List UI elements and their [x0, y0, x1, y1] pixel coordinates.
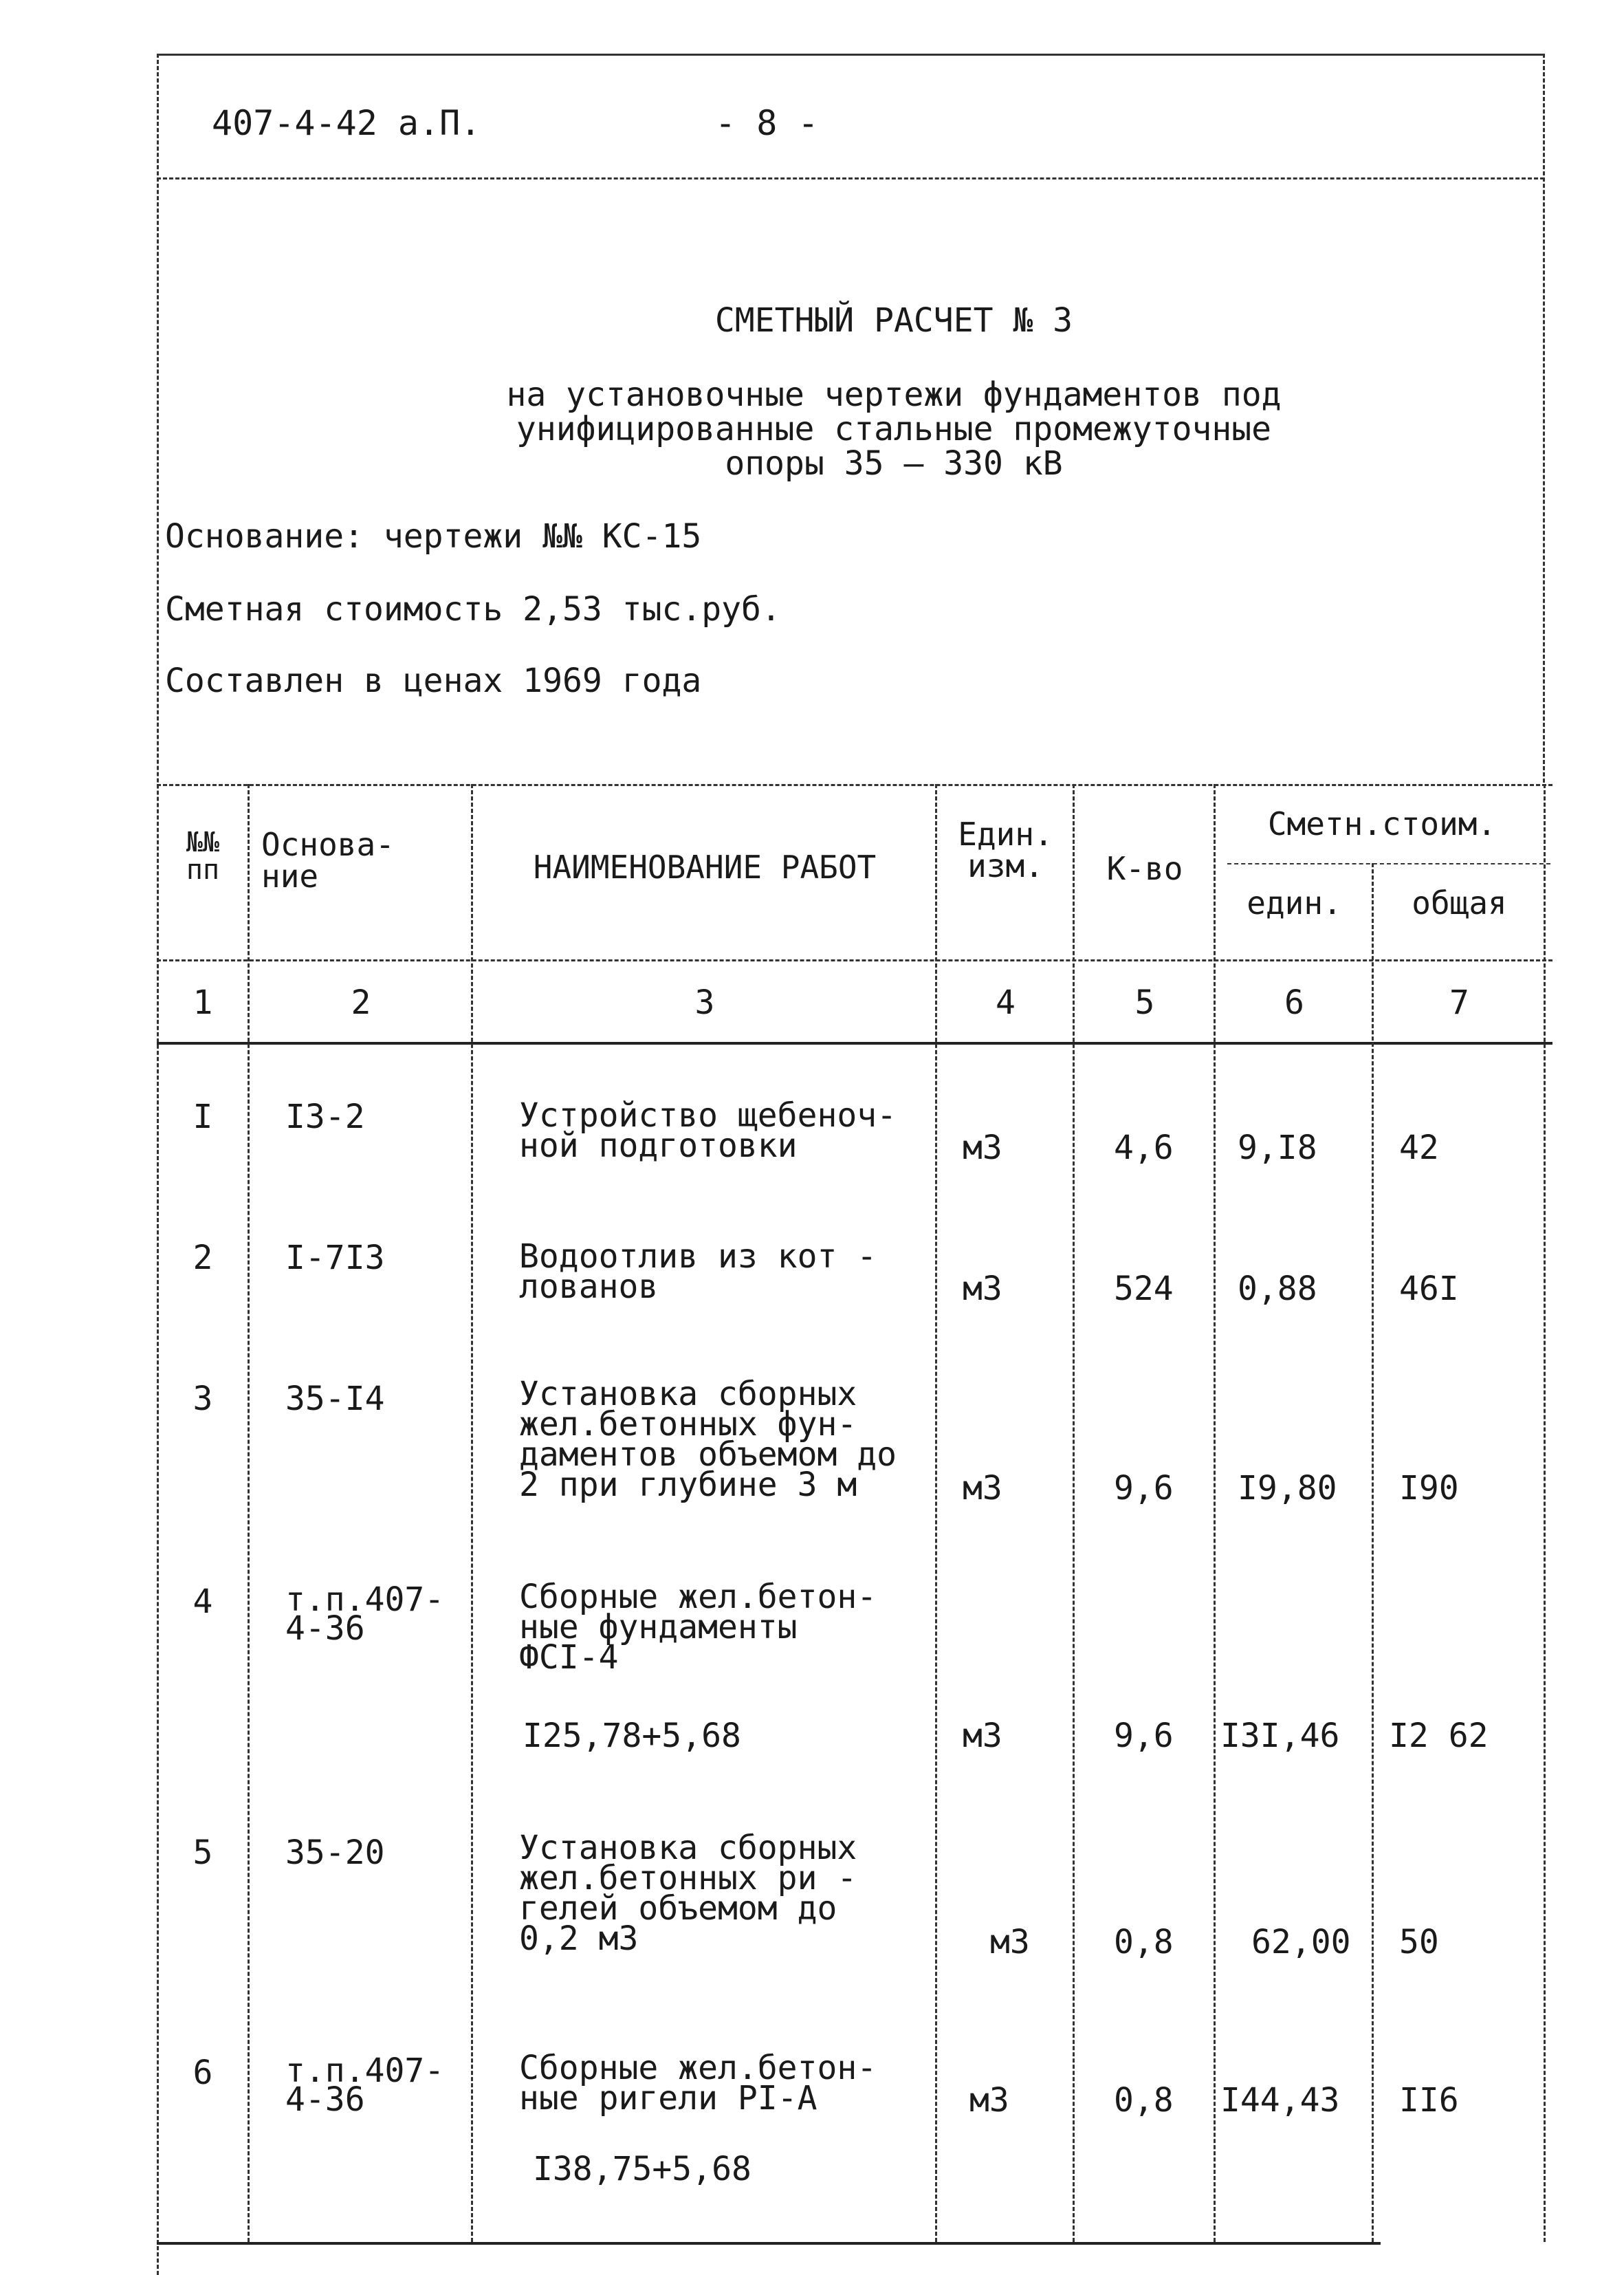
col-divider-3: [935, 784, 937, 2242]
row6-desc: [519, 2049, 877, 2118]
colnum-7: 7: [1449, 983, 1469, 1022]
header-bottom-line: [157, 959, 1552, 961]
row4-basis-l2: 4-36: [285, 1609, 365, 1648]
col-divider-4: [1073, 784, 1075, 2242]
document-title: СМЕТНЫЙ РАСЧЕТ № 3: [714, 301, 1073, 340]
prices-line: Составлен в ценах 1969 года: [165, 662, 702, 700]
colnum-2: 2: [351, 983, 371, 1022]
col-divider-6: [1372, 863, 1374, 2242]
header-unit-l1: Един.: [958, 816, 1053, 853]
row3-desc-l1: Установка сборных: [519, 1375, 857, 1413]
document-code: 407-4-42 а.П.: [212, 103, 481, 143]
header-cost-total: общая: [1412, 884, 1507, 922]
basis-line: Основание: чертежи №№ КС-15: [165, 517, 702, 556]
page-number: - 8 -: [715, 103, 819, 143]
row1-num: I: [193, 1098, 213, 1136]
row4-desc: [519, 1578, 877, 1677]
frame-left-line: [157, 54, 161, 2275]
row4-total: I2 62: [1389, 1717, 1489, 1755]
row4-num: 4: [193, 1582, 213, 1621]
row4-desc-l2: ные фундаменты: [519, 1608, 798, 1646]
row6-unit: м3: [969, 2081, 1009, 2120]
row3-qty: 9,6: [1114, 1469, 1174, 1507]
row3-desc-l4: 2 при глубине 3 м: [519, 1466, 857, 1504]
row6-basis: [285, 2051, 445, 2119]
row6-unit-cost: I44,43: [1220, 2081, 1340, 2120]
row2-desc-l1: Водоотлив из кот -: [519, 1237, 877, 1276]
row2-desc-l2: лованов: [519, 1267, 659, 1306]
header-basis: [261, 826, 461, 895]
row1-basis: I3-2: [285, 1098, 365, 1136]
header-num: №№ пп: [186, 827, 220, 886]
row2-num: 2: [193, 1239, 213, 1277]
row6-num: 6: [193, 2054, 213, 2092]
row4-desc-l3: ФСI-4: [519, 1638, 619, 1677]
table-top-line: [157, 784, 1552, 786]
row2-unit: м3: [963, 1270, 1002, 1308]
header-basis-l2: ние: [261, 858, 319, 895]
colnum-4: 4: [996, 983, 1016, 1022]
row5-basis: 35-20: [285, 1833, 385, 1872]
row2-desc: [519, 1237, 877, 1306]
row5-desc-l2: жел.бетонных ри -: [519, 1859, 857, 1897]
row6-desc-l1: Сборные жел.бетон-: [519, 2049, 877, 2087]
row6-desc-l2: ные ригели PI-A: [519, 2079, 818, 2118]
row3-desc-l3: даментов объемом до: [519, 1435, 897, 1474]
row5-desc-l3: гелей объемом до: [519, 1889, 837, 1928]
row1-desc-l2: ной подготовки: [519, 1126, 798, 1165]
table-bottom-line: [157, 2242, 1381, 2245]
row2-basis: I-7I3: [285, 1239, 385, 1277]
row2-total: 46I: [1399, 1270, 1459, 1308]
row1-unit: м3: [963, 1129, 1002, 1167]
row3-desc-l2: жел.бетонных фун-: [519, 1405, 857, 1444]
row1-desc: [519, 1096, 897, 1165]
colnum-3: 3: [694, 983, 715, 1022]
row5-desc: [519, 1829, 857, 1958]
row6-qty: 0,8: [1114, 2081, 1174, 2120]
row5-desc-l4: 0,2 м3: [519, 1919, 639, 1958]
header-divider: [157, 177, 1544, 179]
row6-calc: I38,75+5,68: [533, 2150, 751, 2188]
row5-qty: 0,8: [1114, 1923, 1174, 1961]
col-divider-1: [248, 784, 250, 2242]
header-name: НАИМЕНОВАНИЕ РАБОТ: [533, 849, 877, 886]
row1-desc-l1: Устройство щебеноч-: [519, 1096, 897, 1135]
row1-total: 42: [1399, 1129, 1439, 1167]
row4-unit-cost: I3I,46: [1220, 1717, 1340, 1755]
cost-subheader-line: [1227, 863, 1550, 864]
col-divider-2: [471, 784, 473, 2242]
subtitle-line-2: унифицированные стальные промежуточные: [516, 410, 1272, 448]
frame-right-line: [1543, 54, 1547, 783]
row3-unit-cost: I9,80: [1238, 1469, 1337, 1507]
subtitle-line-1: на установочные чертежи фундаментов под: [506, 375, 1282, 414]
row1-unit-cost: 9,I8: [1238, 1129, 1317, 1167]
subtitle-line-3: опоры 35 – 330 кВ: [725, 444, 1063, 483]
row5-unit: м3: [990, 1923, 1030, 1961]
header-cost-unit: един.: [1247, 884, 1342, 922]
row6-total: II6: [1399, 2081, 1459, 2120]
row3-basis: 35-I4: [285, 1380, 385, 1418]
row5-num: 5: [193, 1833, 213, 1872]
colnum-6: 6: [1284, 983, 1304, 1022]
cost-line: Сметная стоимость 2,53 тыс.руб.: [165, 590, 781, 629]
header-cost-group: Сметн.стоим.: [1267, 805, 1497, 842]
row5-unit-cost: 62,00: [1251, 1923, 1351, 1961]
column-numbers-bottom-line: [157, 1042, 1552, 1045]
row3-total: I90: [1399, 1469, 1459, 1507]
row2-unit-cost: 0,88: [1238, 1270, 1317, 1308]
header-qty: К-во: [1106, 850, 1183, 887]
colnum-5: 5: [1134, 983, 1155, 1022]
row4-desc-l1: Сборные жел.бетон-: [519, 1578, 877, 1616]
header-unit-l2: изм.: [967, 847, 1044, 884]
row5-desc-l1: Установка сборных: [519, 1829, 857, 1867]
row2-qty: 524: [1114, 1270, 1174, 1308]
row1-qty: 4,6: [1114, 1129, 1174, 1167]
row4-basis: [285, 1580, 445, 1648]
row3-unit: м3: [963, 1469, 1002, 1507]
col-divider-5: [1214, 784, 1216, 2242]
row4-calc: I25,78+5,68: [523, 1717, 741, 1755]
col-divider-right: [1544, 784, 1546, 2242]
row6-basis-l1: т.п.407-: [285, 2051, 445, 2090]
colnum-1: 1: [193, 983, 213, 1022]
row6-basis-l2: 4-36: [285, 2080, 365, 2119]
header-unit: [939, 818, 1073, 882]
row5-total: 50: [1399, 1923, 1439, 1961]
header-basis-l1: Основа-: [261, 826, 395, 863]
row3-desc: [519, 1375, 897, 1504]
row4-qty: 9,6: [1114, 1717, 1174, 1755]
row3-num: 3: [193, 1380, 213, 1418]
row4-unit: м3: [963, 1717, 1002, 1755]
frame-top-line: [157, 54, 1544, 56]
row4-basis-l1: т.п.407-: [285, 1580, 445, 1619]
